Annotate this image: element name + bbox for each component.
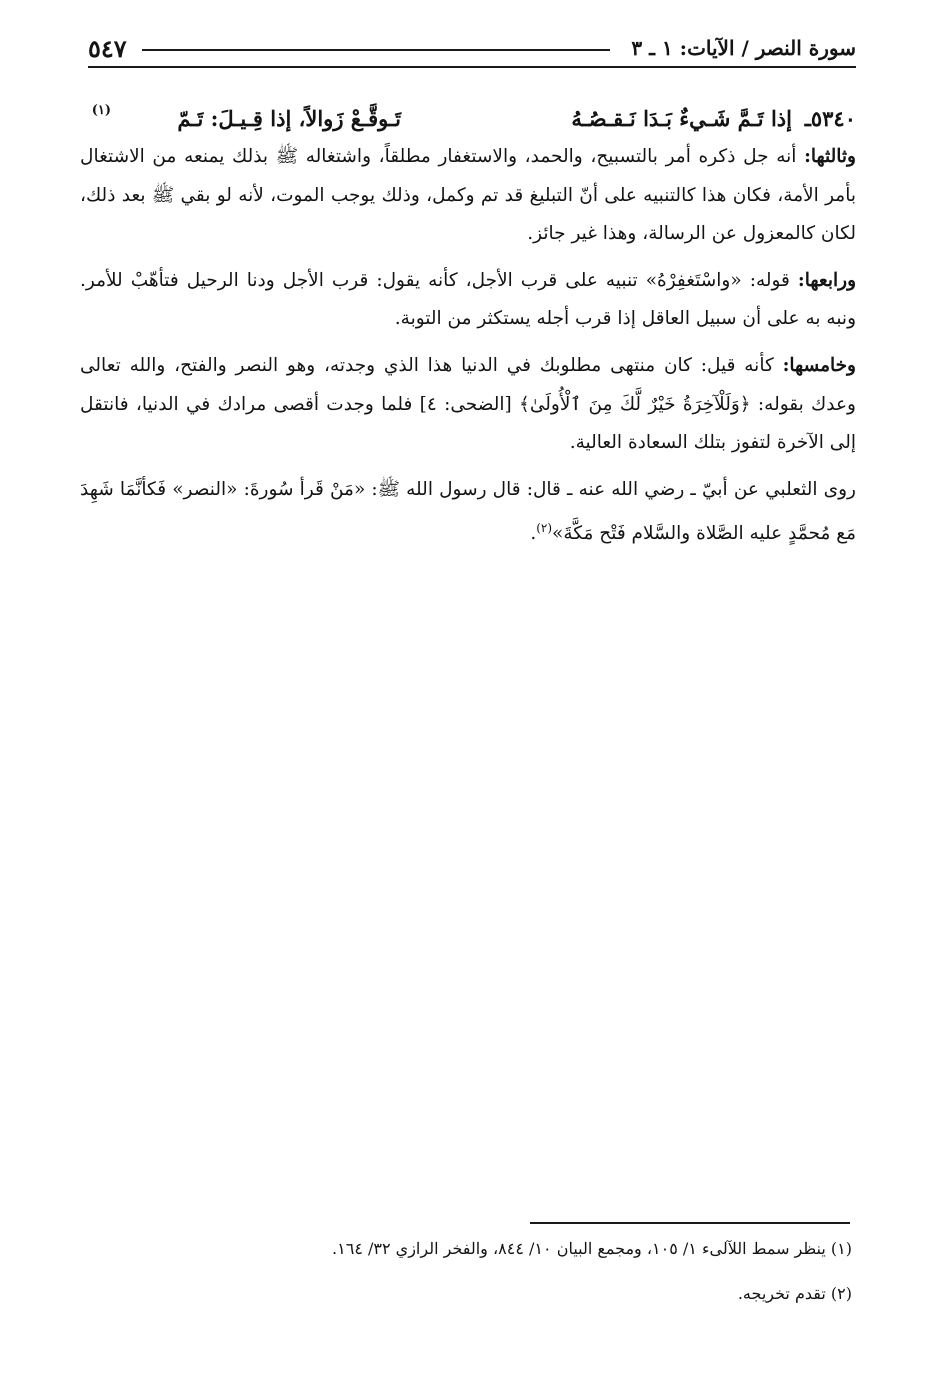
paragraph-hadith <box>80 471 856 554</box>
paragraph-text: روى الثعلبي عن أبيّ ـ رضي الله عنه ـ قال: قال رسول الله ﷺ: «مَنْ قَرأ سُورةَ: «النصر» فَكأنَّمَا شَهِدَ مَع مُحمَّدٍ عليه الصَّلاة والسَّلام فَتْح مَكَّةَ» <box>80 478 856 545</box>
paragraph-fifth <box>80 347 856 463</box>
paragraph-text: كأنه قيل: كان منتهى مطلوبك في الدنيا هذا الذي وجدته، وهو النصر والفتح، والله تعالى وعدك بقوله: ﴿وَلَلْآخِرَةُ خَيْرٌ لَّكَ مِنَ ٱلْأُولَىٰ﴾ [الضحى: ٤] فلما وجدت أقصى مرادك في الدنيا، فانتقل إلى الآخرة لتفوز بتلك السعادة العالية. <box>80 354 856 454</box>
footnote-item: (١) ينظر سمط اللآلىء ١/ ١٠٥، ومجمع البيان ١٠/ ٨٤٤، والفخر الرازي ٣٢/ ١٦٤. <box>332 1239 852 1258</box>
paragraph-text: أنه جل ذكره أمر بالتسبيح، والحمد، والاستغفار مطلقاً، واشتغاله ﷺ بذلك يمنعه من الاشتغال بأمر الأمة، فكان هذا كالتنبيه على أنّ التبليغ قد تم وكمل، وذلك يوجب الموت، لأنه لو بقي ﷺ بعد ذلك، لكان كالمعزول عن الرسالة، وهذا غير جائز. <box>80 146 856 245</box>
footnotes <box>90 1236 852 1326</box>
footnote-ref: (١) <box>91 103 111 118</box>
main-text <box>80 92 856 562</box>
verse-second-hemistich: تَـوقَّـعْ زَوالاً، إذا قِـيـلَ: تَـمّ <box>177 106 401 131</box>
verse-first-hemistich: إذا تَـمَّ شَـيءٌ بَـدَا نَـقـصُـهُ <box>571 106 792 131</box>
poetry-verse <box>80 92 856 138</box>
verse-number: ٥٣٤٠ـ <box>804 106 856 131</box>
running-header <box>88 34 856 68</box>
chapter-title: سورة النصر / الآيات: ١ ـ ٣ <box>631 36 856 60</box>
paragraph-lead: وثالثها: <box>804 146 856 167</box>
footnote-separator <box>530 1222 850 1224</box>
paragraph-lead: وخامسها: <box>782 354 856 376</box>
paragraph-lead: ورابعها: <box>797 269 856 291</box>
paragraph-third <box>80 138 856 254</box>
footnote-ref: (٢) <box>536 521 553 536</box>
header-rule <box>142 49 610 51</box>
paragraph-text: قوله: «واسْتَغفِرْهُ» تنبيه على قرب الأجل، كأنه يقول: قرب الأجل ودنا الرحيل فتأهّبْ للأمر. ونبه به على أن سبيل العاقل إذا قرب أجله يستكثر من التوبة. <box>80 269 856 330</box>
page-number: ٥٤٧ <box>88 34 127 63</box>
paragraph-fourth <box>80 262 856 339</box>
paragraph-tail: . <box>530 523 537 545</box>
footnote-item: (٢) تقدم تخريجه. <box>737 1284 852 1303</box>
